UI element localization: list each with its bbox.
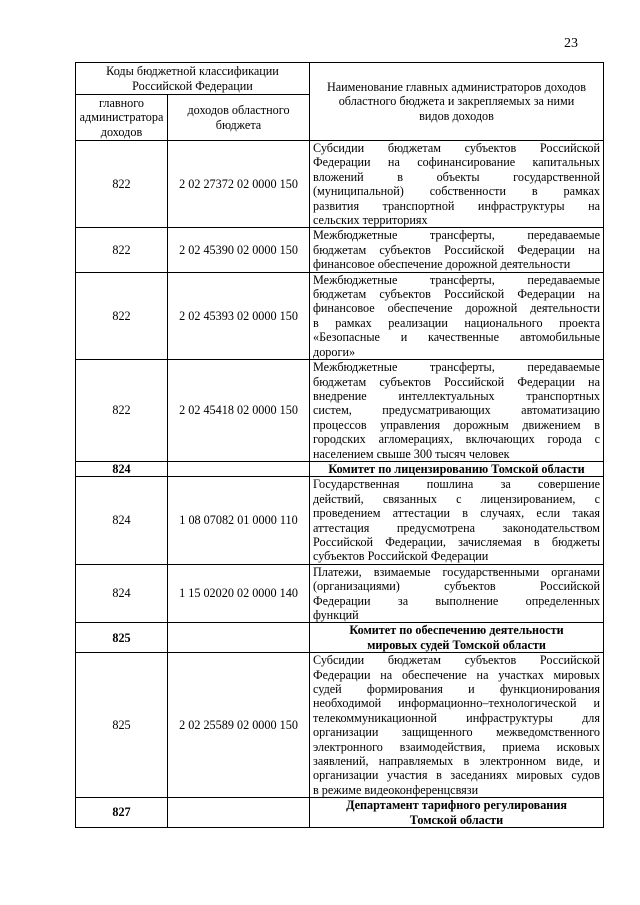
revenue-code-cell	[168, 623, 310, 653]
table-row	[76, 360, 604, 462]
description-line: необходимой информационно–технологической и	[313, 696, 600, 711]
description-line: Комитет по обеспечению деятельности	[349, 623, 564, 638]
revenue-code-cell: 2 02 27372 02 0000 150	[168, 141, 310, 228]
administrator-heading-cell	[310, 623, 604, 653]
description-line: сельских территориях	[313, 213, 428, 228]
description-line: аттестация предусмотрена законодательством	[313, 520, 600, 535]
administrator-heading-cell	[310, 798, 604, 828]
description-line: субъектов Российской Федерации	[313, 549, 489, 564]
revenue-code-cell: 2 02 45393 02 0000 150	[168, 272, 310, 359]
description-line: организации защищенного межведомственного	[313, 725, 600, 740]
admin-code-cell: 824	[76, 477, 168, 564]
table-row-heading	[76, 461, 604, 476]
admin-code-cell: 824	[76, 564, 168, 623]
description-cell	[310, 653, 604, 798]
table-row-heading	[76, 798, 604, 828]
description-line: вложений в объекты государственной	[313, 169, 600, 184]
description-line: Комитет по лицензированию Томской области	[328, 461, 585, 476]
description-line: Субсидии бюджетам субъектов Российской	[313, 141, 600, 155]
revenue-code-cell: 1 08 07082 01 0000 110	[168, 477, 310, 564]
description-line: финансовое обеспечение дорожной деятельности	[313, 257, 571, 272]
description-line: процессов управления дорожным движением в	[313, 417, 600, 432]
description-line: судей формирования и функционирования	[313, 682, 600, 697]
table-row	[76, 564, 604, 623]
description-line: Государственная пошлина за совершение	[313, 477, 600, 492]
revenue-code-cell: 1 15 02020 02 0000 140	[168, 564, 310, 623]
table-row	[76, 477, 604, 564]
admin-code-cell: 827	[76, 798, 168, 828]
table-row	[76, 653, 604, 798]
description-cell	[310, 360, 604, 462]
description-line: бюджетам субъектов Российской Федерации на	[313, 287, 600, 302]
admin-code-cell: 822	[76, 272, 168, 359]
description-line: Федерации на обеспечение на участках мировых	[313, 667, 600, 682]
description-line: развития транспортной инфраструктуры на	[313, 198, 600, 213]
administrator-heading-cell	[310, 461, 604, 476]
description-line: в режиме видеоконференцсвязи	[313, 782, 479, 797]
admin-code-cell: 825	[76, 653, 168, 798]
description-line: бюджетам субъектов Российской Федерации на	[313, 374, 600, 389]
header-revenue-column: доходов областного бюджета	[168, 95, 310, 141]
description-line: электронного взаимодействия, приема исковых	[313, 739, 600, 754]
table-row	[76, 141, 604, 228]
table-row-heading	[76, 623, 604, 653]
description-line: Межбюджетные трансферты, передаваемые	[313, 228, 600, 243]
description-line: дороги»	[313, 344, 356, 359]
description-line: организации участия в заседаниях мировых судов	[313, 768, 600, 783]
description-line: телекоммуникационной инфраструктуры для	[313, 710, 600, 725]
header-name-column: Наименование главных администраторов доходов областного бюджета и закрепляемых за ними видов доходов	[310, 63, 604, 141]
description-line: действий, связанных с лицензированием, с	[313, 491, 600, 506]
description-line: (организациями) субъектов Российской	[313, 579, 600, 594]
description-line: Департамент тарифного регулирования	[346, 798, 567, 813]
description-cell	[310, 564, 604, 623]
description-line: Межбюджетные трансферты, передаваемые	[313, 272, 600, 287]
description-line: «Безопасные и качественные автомобильные	[313, 330, 600, 345]
admin-code-cell: 822	[76, 228, 168, 272]
admin-code-cell: 824	[76, 461, 168, 476]
description-line: городских агломерациях, включающих города с	[313, 432, 600, 447]
page-number: 23	[564, 36, 578, 51]
description-line: проведением аттестации в случаях, если такая	[313, 506, 600, 521]
revenue-code-cell: 2 02 45390 02 0000 150	[168, 228, 310, 272]
header-codes-group: Коды бюджетной классификации Российской Федерации	[76, 63, 310, 95]
description-line: Федерации за выполнение определенных	[313, 593, 600, 608]
description-line: (муниципальной) собственности в рамках	[313, 184, 600, 199]
description-line: бюджетам субъектов Российской Федерации на	[313, 242, 600, 257]
description-line: Платежи, взимаемые государственными органами	[313, 564, 600, 579]
description-line: мировых судей Томской области	[367, 637, 546, 652]
description-line: внедрение интеллектуальных транспортных	[313, 388, 600, 403]
description-line: заявлений, направляемых в электронном виде, и	[313, 754, 600, 769]
description-cell	[310, 477, 604, 564]
description-line: Томской области	[409, 812, 504, 827]
admin-code-cell: 825	[76, 623, 168, 653]
description-cell	[310, 228, 604, 272]
description-cell	[310, 141, 604, 228]
table-body	[76, 141, 604, 828]
budget-classification-table	[75, 62, 604, 828]
revenue-code-cell	[168, 461, 310, 476]
revenue-code-cell: 2 02 25589 02 0000 150	[168, 653, 310, 798]
revenue-code-cell	[168, 798, 310, 828]
description-line: Межбюджетные трансферты, передаваемые	[313, 360, 600, 375]
revenue-code-cell: 2 02 45418 02 0000 150	[168, 360, 310, 462]
admin-code-cell: 822	[76, 360, 168, 462]
description-line: финансовое обеспечение дорожной деятельности	[313, 301, 600, 316]
admin-code-cell: 822	[76, 141, 168, 228]
header-admin-column: главного администратора доходов	[76, 95, 168, 141]
description-line: систем, предусматривающих автоматизацию	[313, 403, 600, 418]
description-line: населением свыше 300 тысяч человек	[313, 446, 510, 461]
table-row	[76, 272, 604, 359]
description-cell	[310, 272, 604, 359]
description-line: Федерации на софинансирование капитальных	[313, 155, 600, 170]
table-row	[76, 228, 604, 272]
description-line: в рамках реализации национального проекта	[313, 315, 600, 330]
description-line: Субсидии бюджетам субъектов Российской	[313, 653, 600, 668]
description-line: функций	[313, 608, 359, 622]
description-line: Российской Федерации, зачисляемая в бюджеты	[313, 534, 600, 549]
